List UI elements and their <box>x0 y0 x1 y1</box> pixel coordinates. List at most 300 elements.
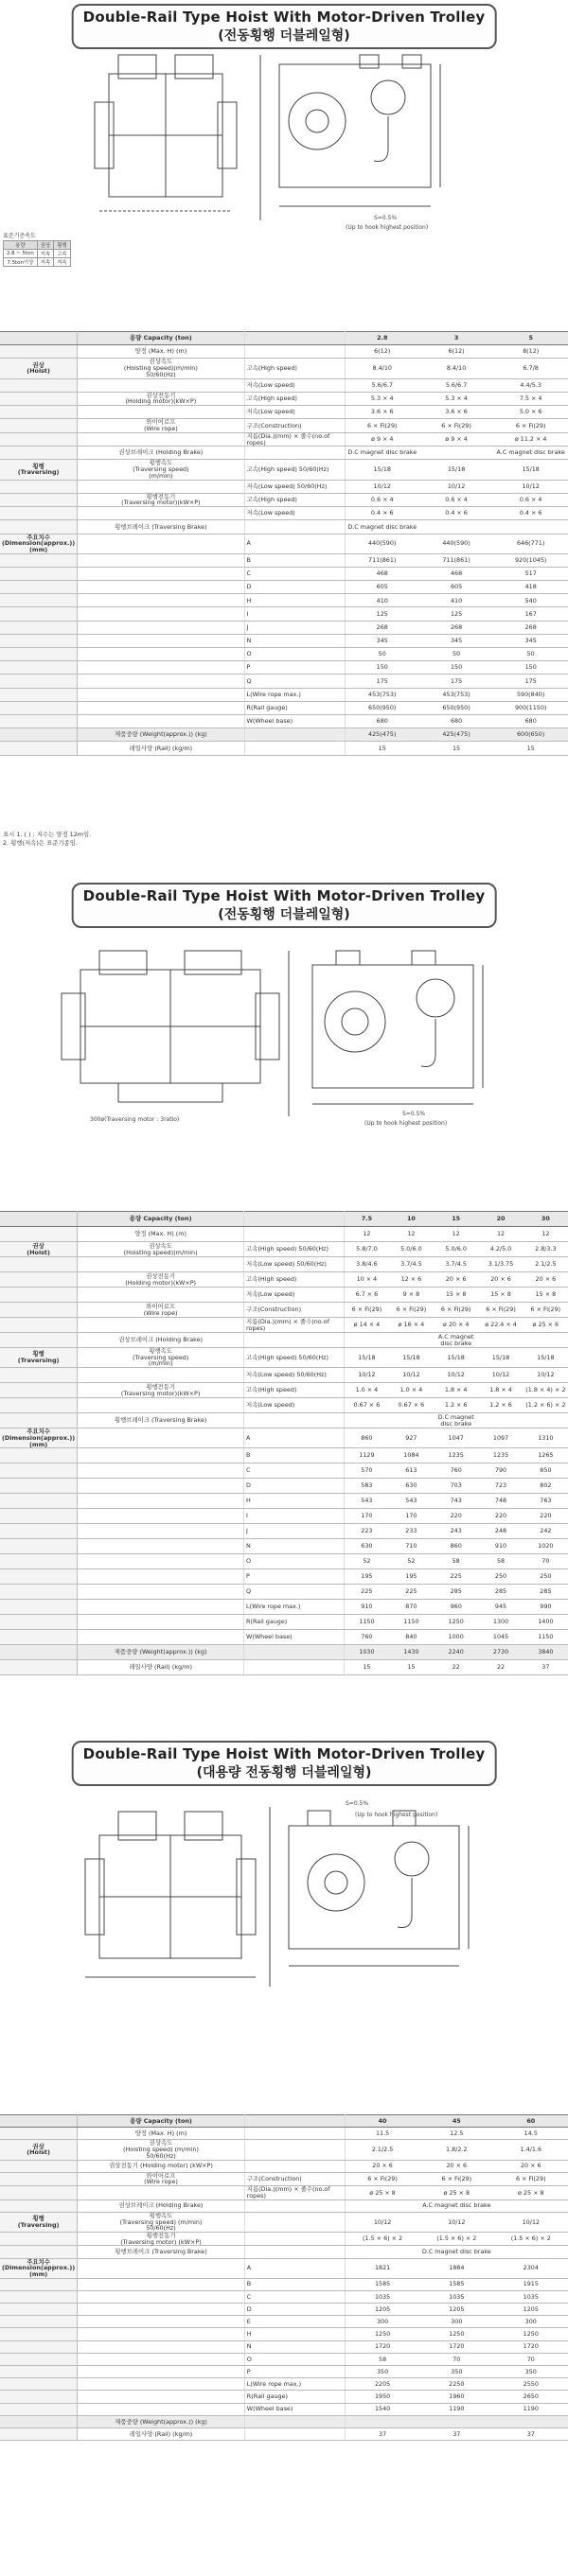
spec-value-cell: 15/18 <box>345 460 419 480</box>
spec-value-cell: 37 <box>346 2427 419 2440</box>
spec-value-cell: 468 <box>345 567 419 580</box>
spec-row <box>0 2128 568 2140</box>
spec-value-cell: 723 <box>478 1479 523 1494</box>
spec-label-cell <box>78 2328 245 2340</box>
spec-group-cell <box>0 1569 78 1585</box>
spec-label-cell <box>78 2378 245 2391</box>
spec-value-cell: 920(1045) <box>493 553 568 567</box>
spec-label-cell <box>78 1600 244 1615</box>
spec-group-cell <box>0 2366 78 2378</box>
spec-value-cell: 15 <box>345 1660 389 1675</box>
spec-value-cell: 763 <box>524 1494 568 1509</box>
spec-label-cell <box>78 2290 245 2303</box>
spec-value-cell: 5.3 × 4 <box>345 392 419 405</box>
spec-sub-cell: 저속(Low speed) <box>244 406 345 419</box>
spec-label-cell: 와이어로프 (Wire rope) <box>78 2172 245 2185</box>
section-1-title-en: Double-Rail Type Hoist With Motor-Driven Trolley <box>82 9 486 26</box>
spec-value-cell: ø 25 × 8 <box>346 2186 419 2199</box>
spec-value-cell: 6 × Fi(29) <box>524 1303 568 1318</box>
spec-label-cell: 횡행브레이크 (Traversing Brake) <box>78 1413 244 1428</box>
spec-value-cell: 3.7/4.5 <box>434 1257 478 1272</box>
spec-group-cell <box>0 2128 78 2140</box>
spec-value-cell: 1035 <box>419 2290 494 2303</box>
spec-label-cell <box>78 1288 244 1303</box>
spec-row <box>0 1448 568 1463</box>
spec-label-cell <box>78 661 244 675</box>
spec-value-cell: 2730 <box>478 1645 523 1660</box>
spec-value-cell: ø 25 × 8 <box>419 2186 494 2199</box>
spec-value-cell: 2240 <box>434 1645 478 1660</box>
spec-value-cell: 15 <box>389 1660 434 1675</box>
spec-value-cell: 10/12 <box>346 2212 419 2232</box>
spec-value-cell: 167 <box>493 607 568 621</box>
spec-value-cell: 2250 <box>419 2378 494 2391</box>
spec-sub-cell: 구조(Construction) <box>244 1303 345 1318</box>
spec-value-cell: 15/18 <box>493 460 568 480</box>
spec-value-cell: 605 <box>345 581 419 594</box>
spec-label-cell: 레일사양 (Rail) (kg/m) <box>78 742 244 755</box>
spec-value-cell: 10/12 <box>494 2212 568 2232</box>
spec-value-cell <box>524 1413 568 1428</box>
spec-value-cell: 37 <box>419 2427 494 2440</box>
spec-value-cell: 453(753) <box>419 688 494 701</box>
spec-value-cell: 15 <box>345 742 419 755</box>
spec-row <box>0 675 568 688</box>
spec-value-cell: 22 <box>478 1660 523 1675</box>
speed-cell: 저속 <box>37 258 53 267</box>
spec-sub-cell: C <box>244 567 345 580</box>
spec-group-cell <box>0 621 78 634</box>
spec-value-cell: D.C magnet disc brake <box>345 520 419 534</box>
spec-group-cell <box>0 688 78 701</box>
spec-row <box>0 648 568 661</box>
section-1-title-ko: (전동횡행 더블레일형) <box>218 28 350 44</box>
spec-group-cell <box>0 1368 78 1383</box>
spec-value-cell <box>494 2199 568 2212</box>
spec-sub-cell: B <box>244 553 345 567</box>
spec-value-cell: 70 <box>524 1554 568 1569</box>
spec-value-cell: 10 × 4 <box>345 1272 389 1288</box>
spec-sub-cell: 저속(Low speed) <box>244 507 345 520</box>
spec-value-cell: A.C magnet disc brake <box>493 447 568 460</box>
spec-value-cell: 150 <box>345 661 419 675</box>
spec-row <box>0 581 568 594</box>
spec-group-cell: 주요치수 (Dimension(approx.)) (mm) <box>0 1428 78 1448</box>
spec-row <box>0 2316 568 2328</box>
spec-value-cell: 2650 <box>494 2391 568 2403</box>
spec-sub-cell: I <box>244 1509 345 1524</box>
spec-value-cell: 20 × 6 <box>434 1272 478 1288</box>
spec-value-cell: 960 <box>434 1600 478 1615</box>
spec-label-cell <box>78 1463 244 1479</box>
spec-value-cell <box>345 1333 389 1348</box>
spec-group-cell <box>0 406 78 419</box>
spec-row <box>0 594 568 607</box>
spec-value-cell: 1.8/2.2 <box>419 2140 494 2160</box>
spec-value-cell: 3840 <box>524 1645 568 1660</box>
spec-value-cell: 10/12 <box>434 1368 478 1383</box>
spec-group-cell <box>0 648 78 661</box>
spec-value-cell: (1.5 × 6) × 2 <box>419 2232 494 2245</box>
spec-group-cell <box>0 728 78 742</box>
spec-value-cell: 1045 <box>478 1630 523 1645</box>
spec-group-cell <box>0 2353 78 2365</box>
spec-value-cell: 20 <box>478 1212 523 1227</box>
drawing-2-left-caption: 300ø(Traversing motor : 3ratio) <box>90 1116 180 1123</box>
spec-value-cell: ø 9 × 4 <box>345 432 419 446</box>
spec-value-cell: 5 <box>493 332 568 345</box>
spec-value-cell: 50 <box>493 648 568 661</box>
spec-sub-cell: 지름(Dia.)(mm) × 줄수(no.of ropes) <box>244 432 345 446</box>
spec-label-cell <box>78 1257 244 1272</box>
spec-row <box>0 2391 568 2403</box>
spec-label-cell: 권상전동기 (Holding motor)(kW×P) <box>78 1272 244 1288</box>
spec-row <box>0 2172 568 2185</box>
spec-group-cell <box>0 1383 78 1398</box>
spec-sub-cell: 고속(High speed) <box>244 1383 345 1398</box>
spec-value-cell: 6 × Fi(29) <box>389 1303 434 1318</box>
spec-value-cell: 22 <box>434 1660 478 1675</box>
spec-value-cell: 440(590) <box>419 534 494 553</box>
spec-row <box>0 728 568 742</box>
spec-label-cell: 횡행속도 (Traversing speed) (m/min) 50/60(Hz) <box>78 2212 245 2232</box>
spec-row <box>0 1509 568 1524</box>
spec-value-cell: 945 <box>478 1600 523 1615</box>
spec-value-cell: 2550 <box>494 2378 568 2391</box>
spec-sub-cell <box>244 1333 345 1348</box>
spec-row <box>0 419 568 432</box>
spec-value-cell: 6.7/8 <box>493 359 568 378</box>
spec-value-cell: 990 <box>524 1600 568 1615</box>
spec-value-cell: 52 <box>389 1554 434 1569</box>
speed-table <box>3 240 71 267</box>
spec-sub-cell: N <box>244 2340 345 2353</box>
note-line: 2. 횡행(저속)은 표준기종임. <box>3 839 78 847</box>
spec-group-cell <box>0 1318 78 1333</box>
section-2-title-ko: (전동횡행 더블레일형) <box>218 907 350 922</box>
spec-value-cell: 243 <box>434 1524 478 1539</box>
drawing-1-s-label: S=0.5% <box>374 215 398 221</box>
spec-label-cell <box>78 1524 244 1539</box>
spec-value-cell: 425(475) <box>345 728 419 742</box>
spec-sub-cell: B <box>244 2278 345 2290</box>
spec-value-cell: A.C magnet disc brake <box>419 2199 494 2212</box>
spec-label-cell <box>78 1479 244 1494</box>
spec-value-cell: 220 <box>478 1509 523 1524</box>
spec-value-cell: 10/12 <box>419 480 494 493</box>
spec-label-cell <box>78 2278 245 2290</box>
spec-sub-cell: L(Wire rope max.) <box>244 1600 345 1615</box>
spec-value-cell: 15/18 <box>419 460 494 480</box>
spec-group-cell <box>0 2403 78 2415</box>
spec-sub-cell: 구조(Construction) <box>244 2172 345 2185</box>
spec-value-cell: 927 <box>389 1428 434 1448</box>
spec-row <box>0 1569 568 1585</box>
spec-value-cell: 613 <box>389 1463 434 1479</box>
spec-value-cell: 850 <box>524 1463 568 1479</box>
spec-sub-cell: 저속(Low speed) 50/60(Hz) <box>244 1257 345 1272</box>
spec-value-cell: 6 × Fi(29) <box>434 1303 478 1318</box>
spec-group-cell <box>0 493 78 506</box>
spec-value-cell: 285 <box>434 1585 478 1600</box>
spec-sub-cell <box>244 742 345 755</box>
spec-row <box>0 714 568 727</box>
spec-value-cell <box>346 2246 419 2258</box>
spec-value-cell: 6 × Fi(29) <box>346 2172 419 2185</box>
spec-value-cell: 70 <box>494 2353 568 2365</box>
spec-sub-cell: J <box>244 621 345 634</box>
spec-group-cell <box>0 1288 78 1303</box>
spec-label-cell <box>78 1494 244 1509</box>
spec-value-cell: 590(840) <box>493 688 568 701</box>
spec-value-cell: (1.8 × 4) × 2 <box>524 1383 568 1398</box>
spec-sub-cell <box>244 1413 345 1428</box>
section-3-title-en: Double-Rail Type Hoist With Motor-Driven Trolley <box>82 1745 486 1762</box>
spec-value-cell: 760 <box>434 1463 478 1479</box>
spec-row <box>0 1494 568 1509</box>
spec-row <box>0 1524 568 1539</box>
spec-sub-cell <box>244 1645 345 1660</box>
spec-value-cell <box>493 520 568 534</box>
spec-row <box>0 406 568 419</box>
spec-label-cell: 권상속도 (Hoisting speed) (m/min) 50/60(Hz) <box>78 2140 245 2160</box>
spec-group-cell <box>0 2172 78 2185</box>
spec-sub-cell <box>244 2160 345 2172</box>
spec-value-cell: 900(1150) <box>493 701 568 714</box>
spec-value-cell: 1.8 × 4 <box>434 1383 478 1398</box>
spec-value-cell: ø 11.2 × 4 <box>493 432 568 446</box>
spec-row <box>0 2140 568 2160</box>
spec-row <box>0 2186 568 2199</box>
spec-value-cell: D.C magnet disc brake <box>434 1413 478 1428</box>
spec-label-cell <box>78 1615 244 1630</box>
spec-row <box>0 742 568 755</box>
spec-value-cell <box>419 520 494 534</box>
spec-group-cell <box>0 607 78 621</box>
spec-row <box>0 688 568 701</box>
spec-value-cell: 12 <box>345 1227 389 1242</box>
spec-value-cell: 1250 <box>434 1615 478 1630</box>
spec-group-cell <box>0 1333 78 1348</box>
spec-row <box>0 567 568 580</box>
spec-row <box>0 2115 568 2128</box>
speed-cell: 고속 <box>54 250 70 258</box>
spec-sub-cell <box>244 2415 345 2427</box>
spec-value-cell: 2.8/3.3 <box>524 1242 568 1257</box>
spec-value-cell: 248 <box>478 1524 523 1539</box>
spec-sub-cell: 고속(High speed) 50/60(Hz) <box>244 1348 345 1368</box>
spec-value-cell: 743 <box>434 1494 478 1509</box>
spec-value-cell: 1047 <box>434 1428 478 1448</box>
spec-value-cell: 11.5 <box>346 2128 419 2140</box>
spec-row <box>0 2278 568 2290</box>
spec-row <box>0 1615 568 1630</box>
section-2 <box>0 856 568 1736</box>
spec-label-cell: 제품중량 (Weight(approx.)) (kg) <box>78 728 244 742</box>
spec-sub-cell: O <box>244 648 345 661</box>
spec-value-cell: 52 <box>345 1554 389 1569</box>
spec-label-cell <box>78 1539 244 1554</box>
spec-label-cell <box>78 2316 245 2328</box>
spec-group-cell <box>0 2290 78 2303</box>
spec-group-cell <box>0 1509 78 1524</box>
spec-value-cell: 543 <box>345 1494 389 1509</box>
spec-sub-cell: A <box>244 534 345 553</box>
spec-value-cell: 6 × Fi(29) <box>419 419 494 432</box>
drawing-3-s-label: S=0.5% <box>346 1800 369 1807</box>
spec-value-cell: 3.1/3.75 <box>478 1257 523 1272</box>
spec-value-cell: 2.8 <box>345 332 419 345</box>
spec-sub-cell: 구조(Construction) <box>244 419 345 432</box>
spec-value-cell: 646(771) <box>493 534 568 553</box>
spec-sub-cell: 고속(High speed) 50/60(Hz) <box>244 1242 345 1257</box>
spec-label-cell: 제품중량 (Weight(approx.)) (kg) <box>78 2415 245 2427</box>
spec-label-cell <box>78 688 244 701</box>
spec-label-cell: 횡행속도 (Traversing speed) (m/min) <box>78 1348 244 1368</box>
spec-value-cell: 840 <box>389 1630 434 1645</box>
spec-label-cell <box>78 2391 245 2403</box>
spec-sub-cell: 저속(Low speed) 50/60(Hz) <box>244 480 345 493</box>
spec-value-cell: 540 <box>493 594 568 607</box>
spec-value-cell: 15/18 <box>524 1348 568 1368</box>
spec-value-cell: 12 <box>478 1227 523 1242</box>
spec-value-cell: 2205 <box>346 2378 419 2391</box>
section-1-notes <box>3 831 91 848</box>
spec-label-cell <box>78 2340 245 2353</box>
spec-sub-cell: 고속(High speed) <box>244 493 345 506</box>
spec-value-cell: D.C magnet disc brake <box>345 447 419 460</box>
spec-value-cell: 300 <box>419 2316 494 2328</box>
spec-value-cell: 10/12 <box>389 1368 434 1383</box>
spec-row <box>0 1600 568 1615</box>
spec-value-cell: D.C magnet disc brake <box>419 2246 494 2258</box>
spec-value-cell: 15 <box>419 742 494 755</box>
spec-value-cell: 300 <box>494 2316 568 2328</box>
spec-value-cell: 4.2/5.0 <box>478 1242 523 1257</box>
spec-value-cell <box>419 447 494 460</box>
spec-row <box>0 1660 568 1675</box>
spec-value-cell: 6 × Fi(29) <box>494 2172 568 2185</box>
spec-sub-cell <box>244 2140 345 2160</box>
spec-group-cell <box>0 507 78 520</box>
spec-value-cell: 1.2 × 6 <box>478 1398 523 1413</box>
spec-sub-cell: W(Wheel base) <box>244 714 345 727</box>
spec-row <box>0 1257 568 1272</box>
spec-value-cell: 910 <box>345 1600 389 1615</box>
spec-value-cell: 6 × Fi(29) <box>478 1303 523 1318</box>
spec-value-cell <box>345 1413 389 1428</box>
spec-value-cell: 1.4/1.6 <box>494 2140 568 2160</box>
section-3-title <box>72 1741 497 1786</box>
spec-value-cell: 600(650) <box>493 728 568 742</box>
spec-value-cell: 1821 <box>346 2258 419 2278</box>
spec-value-cell: 1585 <box>346 2278 419 2290</box>
spec-value-cell: 10/12 <box>493 480 568 493</box>
spec-label-cell: 횡행전동기 (Traversing motor) (kW×P) <box>78 2232 245 2245</box>
spec-value-cell: 1190 <box>494 2403 568 2415</box>
spec-sub-cell: P <box>244 1569 345 1585</box>
spec-value-cell: 20 × 6 <box>524 1272 568 1288</box>
spec-value-cell: 30 <box>524 1212 568 1227</box>
spec-group-cell: 주요치수 (Dimension(approx.)) (mm) <box>0 2258 78 2278</box>
spec-row <box>0 432 568 446</box>
spec-value-cell: 711(861) <box>345 553 419 567</box>
spec-value-cell: 1150 <box>345 1615 389 1630</box>
spec-value-cell: 1720 <box>494 2340 568 2353</box>
spec-value-cell: 8(12) <box>493 345 568 359</box>
spec-label-cell: 권상브레이크 (Holding Brake) <box>78 1333 244 1348</box>
speed-cell: 2.8 ~ 5ton <box>4 250 38 258</box>
spec-value-cell: 1000 <box>434 1630 478 1645</box>
spec-sub-cell: R(Rail gauge) <box>244 1615 345 1630</box>
spec-value-cell: 650(950) <box>345 701 419 714</box>
spec-label-cell <box>78 553 244 567</box>
spec-value-cell: 6.7 × 6 <box>345 1288 389 1303</box>
spec-value-cell <box>478 1413 523 1428</box>
spec-value-cell: 710 <box>389 1539 434 1554</box>
spec-value-cell: 1960 <box>419 2391 494 2403</box>
spec-group-cell <box>0 1272 78 1288</box>
spec-value-cell: 2.1/2.5 <box>346 2140 419 2160</box>
spec-row <box>0 1539 568 1554</box>
spec-value-cell: 630 <box>345 1539 389 1554</box>
spec-value-cell: ø 16 × 4 <box>389 1318 434 1333</box>
spec-group-cell <box>0 1413 78 1428</box>
spec-sub-cell <box>244 2232 345 2245</box>
spec-sub-cell <box>244 1212 345 1227</box>
spec-label-cell <box>78 378 244 392</box>
spec-row <box>0 480 568 493</box>
drawing-3-caption: (Up to hook highest position) <box>355 1812 438 1818</box>
spec-value-cell: 1.2 × 6 <box>434 1398 478 1413</box>
spec-sub-cell: 고속(High speed) <box>244 392 345 405</box>
spec-row <box>0 392 568 405</box>
spec-group-cell <box>0 1554 78 1569</box>
spec-value-cell: 3.7/4.5 <box>389 1257 434 1272</box>
spec-group-cell <box>0 1660 78 1675</box>
section-3-drawing <box>80 1797 506 1996</box>
spec-value-cell: (1.2 × 6) × 2 <box>524 1398 568 1413</box>
spec-value-cell: 20 × 6 <box>478 1272 523 1288</box>
spec-value-cell: 1950 <box>346 2391 419 2403</box>
spec-sub-cell <box>244 2199 345 2212</box>
spec-row <box>0 2290 568 2303</box>
spec-group-cell <box>0 2427 78 2440</box>
spec-value-cell: 250 <box>478 1569 523 1585</box>
spec-sub-cell: Q <box>244 1585 345 1600</box>
speed-cell: 저속 <box>37 250 53 258</box>
spec-value-cell: 1235 <box>478 1448 523 1463</box>
spec-value-cell: 0.6 × 4 <box>493 493 568 506</box>
spec-group-cell <box>0 392 78 405</box>
spec-group-cell <box>0 480 78 493</box>
spec-value-cell: 15 <box>434 1212 478 1227</box>
spec-value-cell: 1540 <box>346 2403 419 2415</box>
spec-row <box>0 1227 568 1242</box>
spec-row <box>0 1318 568 1333</box>
spec-row <box>0 2403 568 2415</box>
spec-label-cell <box>78 1398 244 1413</box>
spec-row <box>0 1242 568 1257</box>
spec-group-cell <box>0 2415 78 2427</box>
spec-row <box>0 359 568 378</box>
spec-row <box>0 2304 568 2316</box>
spec-value-cell: 12 <box>524 1227 568 1242</box>
spec-value-cell: 711(861) <box>419 553 494 567</box>
spec-value-cell: 6(12) <box>419 345 494 359</box>
spec-sub-cell: L(Wire rope max.) <box>244 2378 345 2391</box>
spec-sub-cell: P <box>244 2366 345 2378</box>
